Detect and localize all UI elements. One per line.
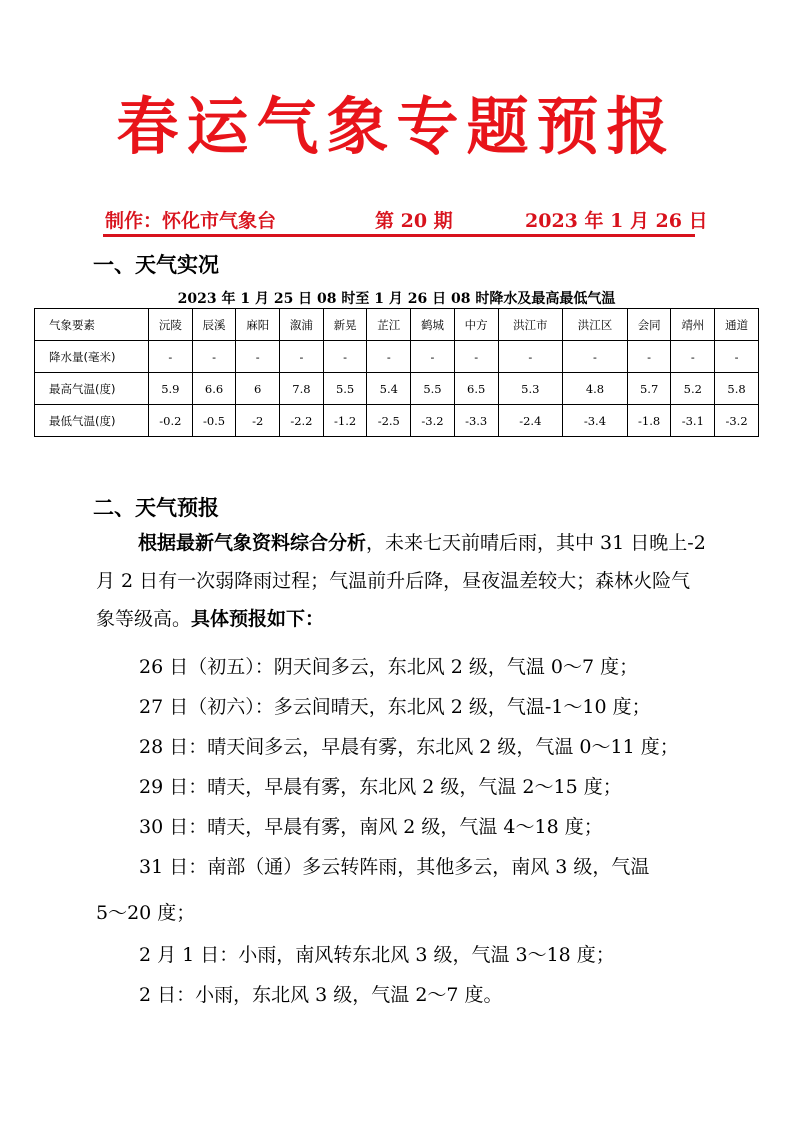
column-header: 沅陵 [149,309,193,341]
table-cell: - [498,341,563,373]
column-header: 会同 [627,309,671,341]
table-cell: - [280,341,324,373]
row-label: 降水量(毫米) [35,341,149,373]
forecast-line: 5～20 度； [96,902,196,924]
row-label: 最高气温(度) [35,373,149,405]
table-cell: - [323,341,367,373]
table-row-max-temp [35,373,759,405]
table-cell: - [563,341,628,373]
table-cell: 5.7 [627,373,671,405]
summary-tail: 具体预报如下： [191,608,325,630]
table-cell: 5.2 [671,373,715,405]
column-header: 洪江市 [498,309,563,341]
column-header: 麻阳 [236,309,280,341]
table-cell: -2 [236,405,280,437]
report-title: 春运气象专题预报 [116,90,677,163]
table-cell: -3.1 [671,405,715,437]
report-header [105,202,708,232]
maker-label: 制作：怀化市气象台 [105,210,277,232]
table-cell: -3.4 [563,405,628,437]
table-row-min-temp [35,405,759,437]
table-cell: 4.8 [563,373,628,405]
column-header: 靖州 [671,309,715,341]
header-divider [103,234,695,237]
column-header: 中方 [454,309,498,341]
forecast-line: 31 日：南部（通）多云转阵雨，其他多云，南风 3 级，气温 [139,856,650,878]
column-header: 鹤城 [411,309,455,341]
table-cell: - [671,341,715,373]
table-cell: -3.2 [411,405,455,437]
table-cell: -3.2 [715,405,759,437]
section-heading-forecast: 二、天气预报 [93,495,219,520]
forecast-line: 28 日：晴天间多云，早晨有雾，东北风 2 级，气温 0～11 度； [139,736,679,758]
table-cell: -0.2 [149,405,193,437]
table-cell: - [627,341,671,373]
table-cell: -2.4 [498,405,563,437]
table-cell: - [192,341,236,373]
table-cell: 7.8 [280,373,324,405]
table-cell: -1.2 [323,405,367,437]
table-cell: 5.8 [715,373,759,405]
table-cell: - [411,341,455,373]
forecast-line: 27 日（初六）：多云间晴天，东北风 2 级，气温-1～10 度； [139,696,651,718]
column-header: 溆浦 [280,309,324,341]
forecast-line: 29 日：晴天，早晨有雾，东北风 2 级，气温 2～15 度； [139,776,622,798]
table-cell: 6 [236,373,280,405]
table-cell: 5.9 [149,373,193,405]
table-header-row [35,309,759,341]
table-cell: - [149,341,193,373]
issue-number: 第 20 期 [375,210,453,232]
column-header: 通道 [715,309,759,341]
column-header: 气象要素 [35,309,149,341]
table-row-precipitation [35,341,759,373]
table-caption: 2023 年 1 月 25 日 08 时至 1 月 26 日 08 时降水及最高最低气温 [177,291,616,307]
table-cell: 5.3 [498,373,563,405]
summary-lead: 根据最新气象资料综合分析 [138,532,367,554]
forecast-line: 30 日：晴天，早晨有雾，南风 2 级，气温 4～18 度； [139,816,603,838]
table-cell: - [454,341,498,373]
column-header: 芷江 [367,309,411,341]
table-cell: -3.3 [454,405,498,437]
column-header: 新晃 [323,309,367,341]
row-label: 最低气温(度) [35,405,149,437]
column-header: 洪江区 [563,309,628,341]
column-header: 辰溪 [192,309,236,341]
forecast-summary [96,524,706,638]
table-cell: 6.5 [454,373,498,405]
table-cell: -1.8 [627,405,671,437]
table-cell: - [236,341,280,373]
table-cell: 5.5 [411,373,455,405]
table-cell: -0.5 [192,405,236,437]
forecast-line: 2 日：小雨，东北风 3 级，气温 2～7 度。 [139,984,503,1006]
table-cell: 5.5 [323,373,367,405]
section-heading-observation: 一、天气实况 [93,252,219,277]
observation-table [34,308,759,437]
table-cell: -2.5 [367,405,411,437]
forecast-line: 26 日（初五）：阴天间多云，东北风 2 级，气温 0～7 度； [139,656,639,678]
table-cell: 6.6 [192,373,236,405]
table-cell: -2.2 [280,405,324,437]
issue-date: 2023 年 1 月 26 日 [525,210,708,232]
table-cell: - [715,341,759,373]
summary-text: ，未来七天前晴后雨，其中 31 日晚上-2 月 2 日有一次弱降雨过程；气温前升后降，昼夜温差较大；森林火险气象等级高。 [96,532,706,630]
table-cell: 5.4 [367,373,411,405]
table-cell: - [367,341,411,373]
forecast-line: 2 月 1 日：小雨，南风转东北风 3 级，气温 3～18 度； [139,944,615,966]
